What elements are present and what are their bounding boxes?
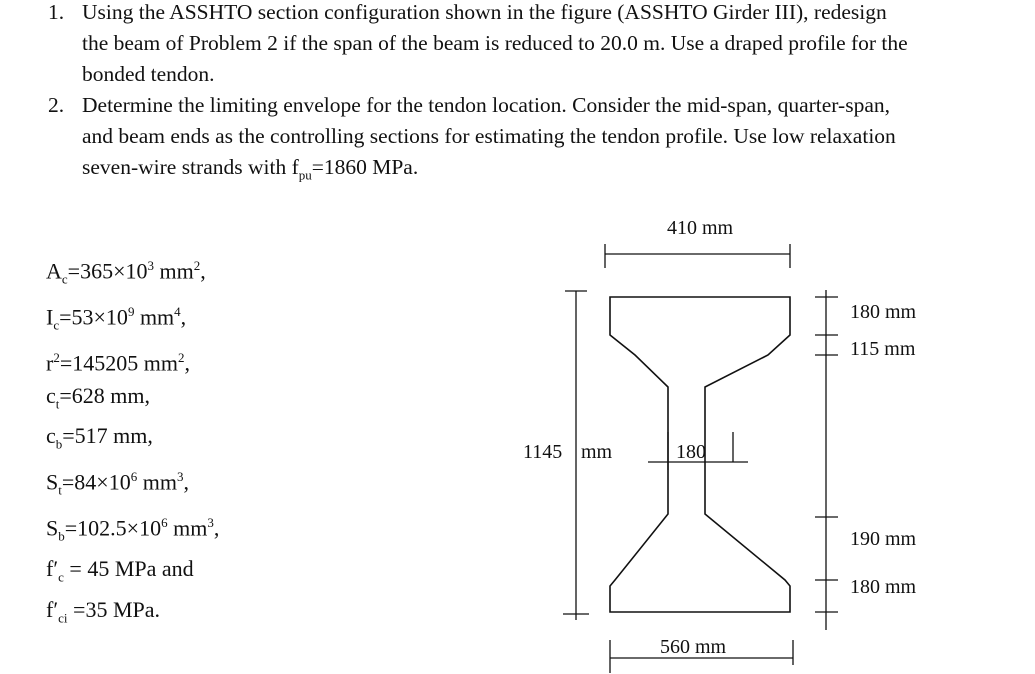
prop-area: $A_c=365\times 10^3$ $mm^2$,: [46, 258, 206, 287]
prop-inertia: $I_c=53\times 10^9$ $mm^4$,: [46, 304, 187, 333]
problem-1-line-1: Using the ASSHTO section configuration shown in the figure (ASSHTO Girder III), redesign: [82, 0, 887, 24]
prop-cb: $c_b=517$ mm,: [46, 423, 153, 452]
top-flange-label: 180 mm: [850, 301, 917, 323]
bottom-width-label: 560 mm: [660, 636, 727, 658]
web-width-label: 180: [676, 441, 706, 463]
problem-2-line-3: seven-wire strands with $f_{pu}=1860$ MPa.: [82, 155, 419, 183]
prop-fc: $f'_c = 45$ MPa and: [46, 556, 194, 585]
problem-1-number: 1.: [48, 0, 65, 24]
fpu-subscript: pu: [298, 167, 312, 183]
bottom-haunch-label: 190 mm: [850, 528, 917, 550]
prop-fci: $f'_{ci} =35$ MPa.: [46, 596, 160, 626]
top-haunch-label: 115 mm: [850, 338, 916, 360]
bottom-flange-label: 180 mm: [850, 576, 917, 598]
top-width-label: 410 mm: [667, 217, 734, 239]
height-unit-label: mm: [581, 441, 613, 463]
prop-sb: $S_b=102.5\times 10^6$ $mm^3$,: [46, 515, 220, 544]
problem-1-line-2: the beam of Problem 2 if the span of the beam is reduced to 20.0 m. Use a draped profile for the: [82, 31, 908, 55]
height-label: 1145: [523, 441, 563, 463]
problem-2-line-1: Determine the limiting envelope for the tendon location. Consider the mid-span, quarter-span,: [82, 93, 890, 117]
prop-radius-gyration: $r^2=145205$ $mm^2$,: [46, 350, 190, 376]
prop-st: $S_t=84\times 10^6$ $mm^3$,: [46, 469, 189, 498]
prop-ct: $c_t=628$ mm,: [46, 382, 151, 412]
problem-2-line-2: and beam ends as the controlling sections for estimating the tendon profile. Use low relaxation: [82, 124, 896, 148]
problem-2-number: 2.: [48, 93, 65, 117]
problem-1-line-3: bonded tendon.: [82, 62, 215, 86]
